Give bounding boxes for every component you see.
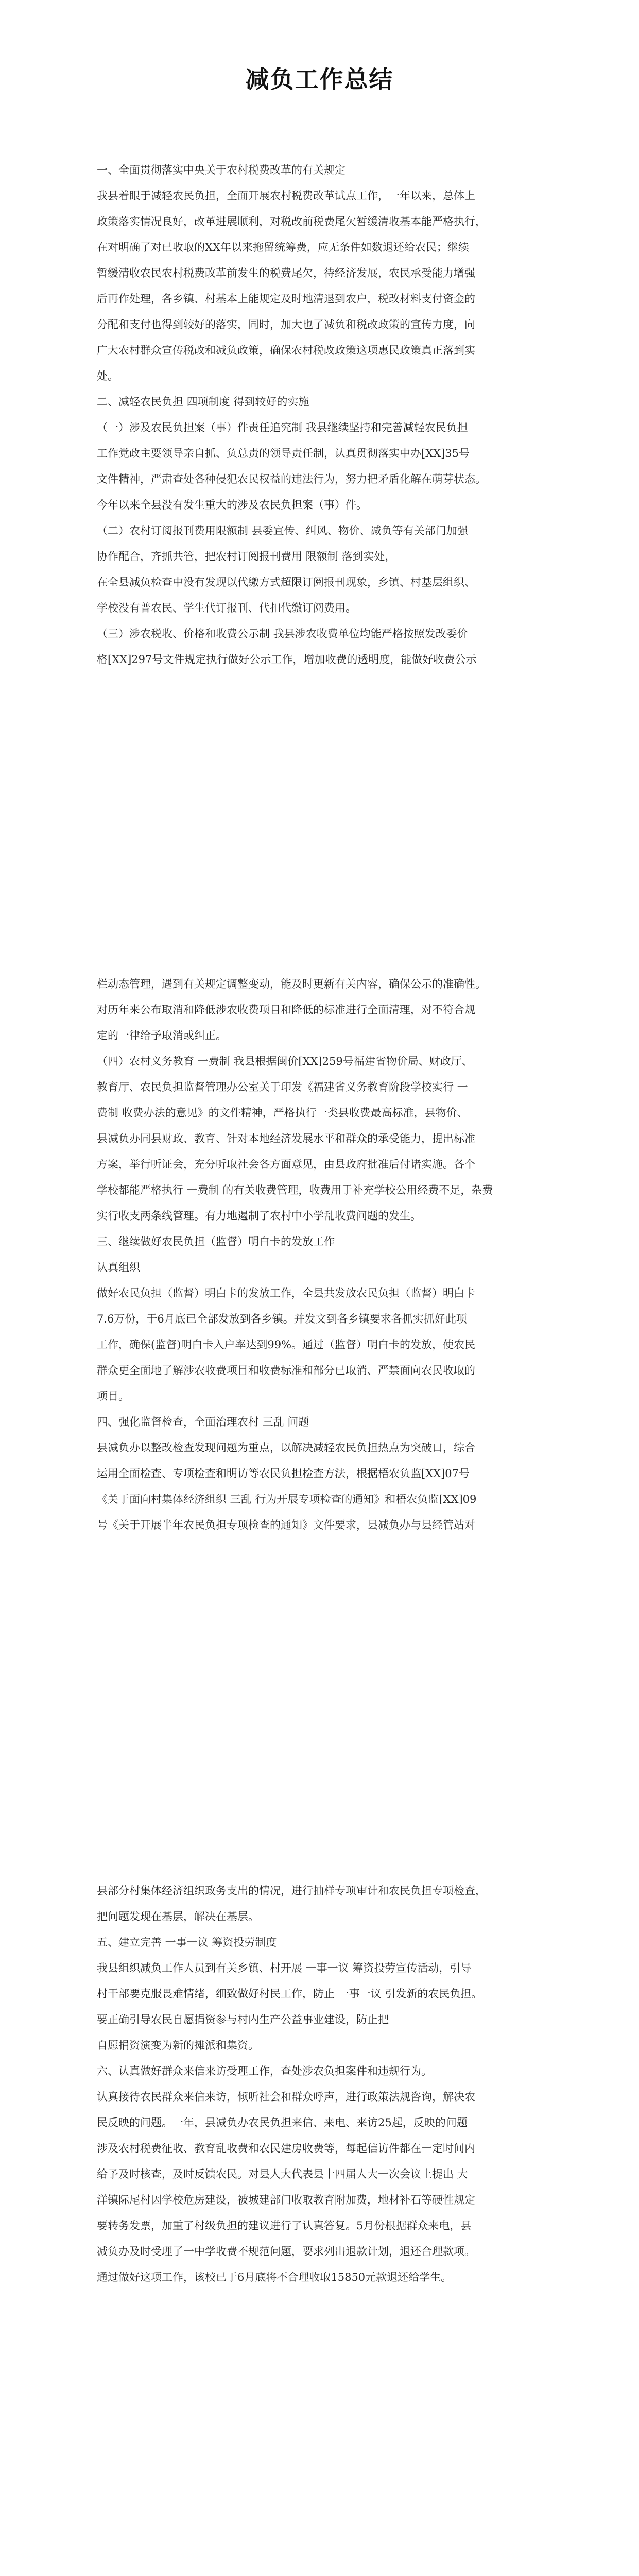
text-block: 县部分村集体经济组织政务支出的情况，进行抽样专项审计和农民负担专项检查， 把问题发现在基层，解决在基层。 五、建立完善 一事一议 筹资投劳制度 我县组织减负工作人员到有关乡镇、村开展 一事一议 筹资投劳宣传活动，引导 村干部要克服畏难情绪，细致做好村民工作，防止 一事一议 引发新的农民负担。 要正确引导农民自愿捐资参与村内生产公益事业建设，防止把 自愿捐资演变为新的摊派和集资。 六、认真做好群众来信来访受理工作，查处涉农负担案件和违规行为。 认真接待农民群众来信来访，倾听社会和群众呼声，进行政策法规咨询，解决农 民反映的问题。一年，县减负办农民负担来信、来电、来访25起，反映的问题 涉及农村税费征收、教育乱收费和农民建房收费等，每起信访件都在一定时间内 给予及时核查，及时反馈农民。对县人大代表县十四届人大一次会议上提出 大 洋镇际尾村因学校危房建设，被城建部门收取教育附加费，地材补石等硬性规定 要转务发票，加重了村级负担的建议进行了认真答复。5月份根据群众来电，县 减负办及时受理了一中学收费不规范问题，要求列出退款计划，退还合理款项。 通过做好这项工作，该校已于6月底将不合理收取15850元款退还给学生。 [97,1885,486,2283]
page-title: 减负工作总结 [245,65,394,93]
text-block: 一、全面贯彻落实中央关于农村税费改革的有关规定 我县着眼于减轻农民负担，全面开展农村税费改革试点工作，一年以来，总体上 政策落实情况良好，改革进展顺利，对税改前税费尾欠暂缓清收基本能严格执行， 在对明确了对已收取的XX年以来拖留统筹费，应无条件如数退还给农民；继续 暂缓清收农民农村税费改革前发生的税费尾欠，待经济发展，农民承受能力增强 后再作处理，各乡镇、村基本上能规定及时地清退到农户，税改材料支付资金的 分配和支付也得到较好的落实，同时，加大也了减负和税改政策的宣传力度，向 广大农村群众宣传税改和减负政策，确保农村税改政策这项惠民政策真正落到实 处。 二、减轻农民负担 四项制度 得到较好的实施 （一）涉及农民负担案（事）件责任追究制 我县继续坚持和完善减轻农民负担 工作党政主要领导亲自抓、负总责的领导责任制，认真贯彻落实中办[XX]35号 文件精神，严肃查处各种侵犯农民权益的违法行为，努力把矛盾化解在萌芽状态。 今年以来全县没有发生重大的涉及农民负担案（事）件。 （二）农村订阅报刊费用限额制 县委宣传、纠风、物价、减负等有关部门加强 协作配合，齐抓共管，把农村订阅报刊费用 限额制 落到实处， 在全县减负检查中没有发现以代缴方式超限订阅报刊现象，乡镇、村基层组织、 学校没有普农民、学生代订报刊、代扣代缴订阅费用。 （三）涉农税收、价格和收费公示制 我县涉农收费单位均能严格按照发改委价 格[XX]297号文件规定执行做好公示工作，增加收费的透明度，能做好收费公示 [97,164,486,666]
text-block: 栏动态管理，遇到有关规定调整变动，能及时更新有关内容，确保公示的准确性。 对历年来公布取消和降低涉农收费项目和降低的标准进行全面清理，对不符合规 定的一律给予取消或纠正。 （四）农村义务教育 一费制 我县根据闽价[XX]259号福建省物价局、财政厅、 教育厅、农民负担监督管理办公室关于印发《福建省义务教育阶段学校实行 一 费制 收费办法的意见》的文件精神，严格执行一类县收费最高标准，县物价、 县减负办同县财政、教育、针对本地经济发展水平和群众的承受能力，提出标准 方案，举行听证会，充分听取社会各方面意见，由县政府批准后付诸实施。各个 学校都能严格执行 一费制 的有关收费管理，收费用于补充学校公用经费不足，杂费 实行收支两条线管理。有力地遏制了农村中小学乱收费问题的发生。 三、继续做好农民负担（监督）明白卡的发放工作 认真组织 做好农民负担（监督）明白卡的发放工作，全县共发放农民负担（监督）明白卡 7.6万份，于6月底已全部发放到各乡镇。并发文到各乡镇要求各抓实抓好此项 工作，确保(监督)明白卡入户率达到99%。通过（监督）明白卡的发放，使农民 群众更全面地了解涉农收费项目和收费标准和部分已取消、严禁面向农民收取的 项目。 四、强化监督检查，全面治理农村 三乱 问题 县减负办以整改检查发现问题为重点，以解决减轻农民负担热点为突破口，综合 运用全面检查、专项检查和明访等农民负担检查方法，根据梧农负监[XX]07号 《关于面向村集体经济组织 三乱 行为开展专项检查的通知》和梧农负监[XX]09 号《关于开展半年农民负担专项检查的通知》文件要求，县减负办与县经管站对 [97,978,493,1531]
